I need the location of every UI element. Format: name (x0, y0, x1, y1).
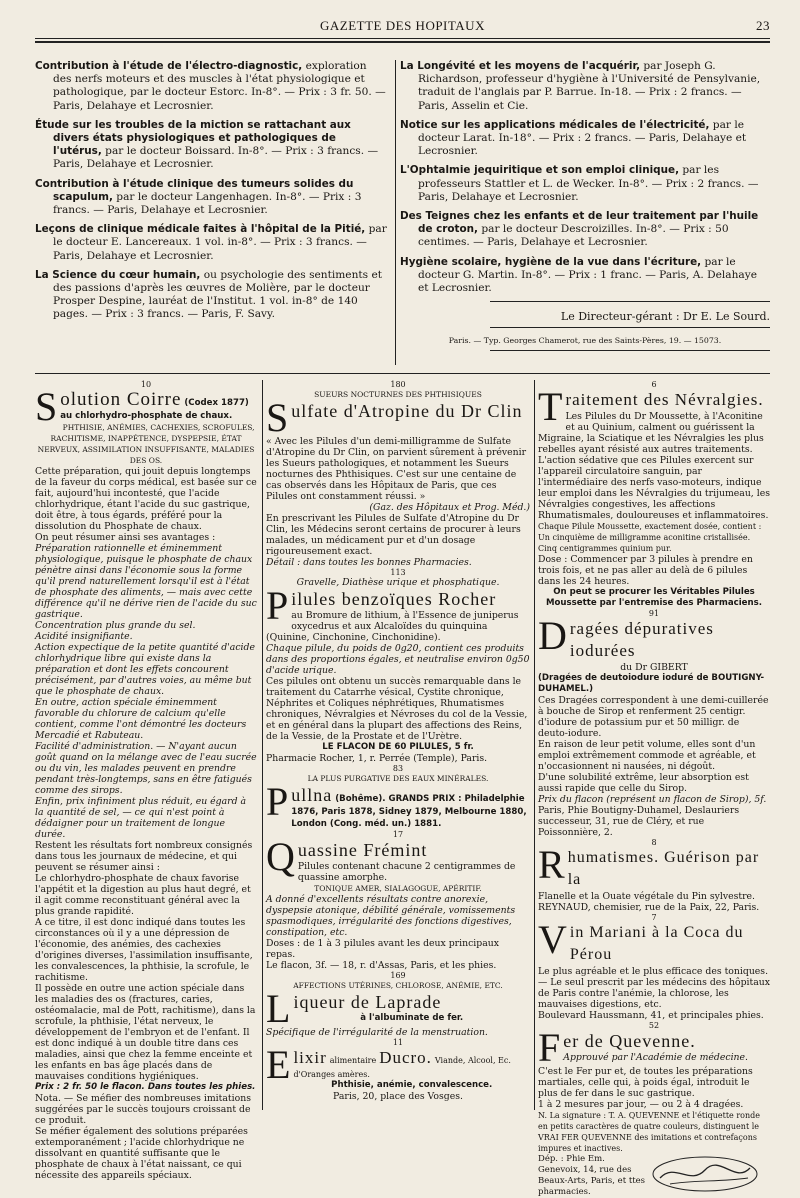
ad-title: olution Coirre (60, 389, 182, 410)
book-entry: Notice sur les applications médicales de l'électricité, par le docteur Larat. In-18°. — Prix : 2 francs. — Paris, Delahaye et Lecrosnier. (400, 118, 747, 158)
book-entry: Leçons de clinique médicale faites à l'hôpital de la Pitié, par le docteur E. Lancereaux. 1 vol. in-8°. — Prix : 3 francs. — Paris, Delahaye et Lecrosnier. (35, 223, 387, 262)
header-rule-thick (35, 41, 770, 43)
ad-dragees-gibert: 91 Dragées dépuratives iodurées du Dr GIBERT (Dragées de deutoiodure ioduré de BOUTIGNY-DUHAMEL.) Ces Dragées correspondent à une demi-cuillerée à bouche de Sirop et renferment 25 centigr. d'iodure de potassium pur et 50 milligr. de deuto-iodure. En raison de leur petit volume, elles sont d'un emploi extrêmement commode et agréable, et n'occasionnent ni nausées, ni dégoût. D'une solubilité extrême, leur absorption est aussi rapide que celle du Sirop. Prix du flacon (représent un flacon de Sirop), 5f. Paris, Phie Boutigny-Duhamel, Deslauriers successeur, 31, rue de Cléry, et rue Poissonnière, 2. (538, 609, 769, 838)
book-list-left (35, 60, 387, 328)
ad-elixir-ducro: 11 Elixir alimentaire Ducro. Viande, Alcool, Ec. d'Oranges amères. Phthisie, anémie, convalescence. Paris, 20, place des Vosges. (266, 1038, 511, 1102)
book-entry: L'Ophtalmie jequiritique et son emploi clinique, par les professeurs Stattler et L. de Wecker. In-8°. — Prix : 2 francs. — Paris, Delahaye et Lecrosnier. (400, 164, 759, 203)
page-header (35, 16, 770, 38)
ad-pilules-rocher: 113 Gravelle, Diathèse urique et phosphatique. Pilules benzoïques Rocher au Bromure de lithium, à l'Essence de juniperus oxycedrus et aux Alcaloïdes du quinquina (Quinine, Cinchonine, Cinchonidine). Chaque pilule, du poids de 0g20, contient ces produits dans des proportions égales, et neutralise environ 0g50 d'acide urique. Ces pilules ont obtenu un succès remarquable dans le traitement du Catarrhe vésical, Cystite chronique, Néphrites et Coliques néphrétiques, Rhumatismes chroniques, Névralgies et Névroses du col de la Vessie, et en général dans la plupart des affections des Reins, de la Vessie, de la Prostate et de l'Urètre. LE FLACON DE 60 PILULES, 5 fr. Pharmacie Rocher, 1, r. Perrée (Temple), Paris. (266, 568, 530, 764)
ad-fer-quevenne: 52 Fer de Quevenne. Approuvé par l'Académie de médecine. C'est le Fer pur et, de toutes les préparations martiales, celle qui, à poids égal, introduit le plus de fer dans le suc gastrique. 1 à 2 mesures par jour, — ou 2 à 4 dragées. N. La signature : T. A. QUEVENNE et l'étiquette ronde en petits caractères de quatre couleurs, distinguent le VRAI FER QUEVENNE des imitations et contrefaçons impures et inactives. Dép. : Phie Em. Genevoix, 14, rue des Beaux-Arts, Paris, et ttes pharmacies. (538, 1021, 760, 1197)
ad-column-middle (266, 380, 530, 1128)
printer-line: Paris. — Typ. Georges Chamerot, rue des Saints-Pères, 19. — 15073. (448, 336, 722, 346)
header-rule (35, 38, 770, 39)
director-signature: Le Directeur-gérant : Dr E. Le Sourd. (560, 310, 770, 324)
ad-atropine: 180 SUEURS NOCTURNES DES PHTHISIQUES Sulfate d'Atropine du Dr Clin « Avec les Pilules d'un demi-milligramme de Sulfate d'Atropine du Dr Clin, on parvient sûrement à prévenir les Sueurs pathologiques, et notamment les Sueurs nocturnes des Phthisiques. C'est sur une centaine de cas observés dans les Hôpitaux de Paris, que ces Pilules ont constamment réussi. » (Gaz. des Hôpitaux et Prog. Méd.) En prescrivant les Pilules de Sulfate d'Atropine du Dr Clin, les Médecins seront certains de procurer à leurs malades, un médicament pur et d'un dosage rigoureusement exact. Détail : dans toutes les bonnes Pharmacies. (266, 380, 530, 568)
ad-nevralgies: 6 Traitement des Névralgies. Les Pilules du Dr Moussette, à l'Aconitine et au Quinium, calment ou guérissent la Migraine, la Sciatique et les Névralgies les plus rebelles ayant résisté aux autres traitements. L'action sédative que ces Pilules exercent sur l'appareil circulatoire sanguin, par l'intermédiaire des nerfs vaso-moteurs, indique leur emploi dans les Névralgies du trijumeau, les Névralgies congestives, les affections Rhumatismales, douloureuses et inflammatoires. Chaque Pilule Moussette, exactement dosée, contient : Un cinquième de milligramme aconitine cristallisée. Cinq centigrammes quinium pur. Dose : Commencer par 3 pilules à prendre en trois fois, et ne pas aller au delà de 6 pilules dans les 24 heures. On peut se procurer les Véritables Pilules Moussette par l'entremise des Pharmaciens. (538, 380, 770, 608)
journal-title: GAZETTE DES HOPITAUX (320, 18, 485, 33)
book-entry: Étude sur les troubles de la miction se rattachant aux divers états physiologiques et pathologiques de l'utérus, par le docteur Boissard. In-8°. — Prix : 3 francs. — Paris, Delahaye et Lecrosnier. (35, 118, 379, 171)
ad-divider (262, 380, 263, 1110)
book-entry: La Longévité et les moyens de l'acquérir, par Joseph G. Richardson, professeur d'hygiène à l'Université de Pensylvanie, traduit de l'anglais par P. Barrue. In-18. — Prix : 2 francs. — Paris, Asselin et Cie. (400, 60, 761, 112)
ad-quassine: 17 Quassine Frémint Pilules contenant chacune 2 centigrammes de quassine amorphe. TONIQUE AMER, SIALAGOGUE, APÉRITIF. A donné d'excellents résultats contre anorexie, dyspepsie atonique, débilité générale, vomissements spasmodiques, irrégularité des fonctions digestives, constipation, etc. Doses : de 1 à 3 pilules avant les deux principaux repas. Le flacon, 3f. — 18, r. d'Assas, Paris, et les phies. (266, 830, 516, 971)
book-entry: Des Teignes chez les enfants et de leur traitement par l'huile de croton, par le docteur Descroizilles. In-8°. — Prix : 50 centimes. — Paris, Delahaye et Lecrosnier. (400, 210, 759, 249)
book-entry: La Science du cœur humain, ou psychologie des sentiments et des passions d'après les œuvres de Molière, par le docteur Prosper Despine, lauréat de l'Institut. 1 vol. in-8° de 140 pages. — Prix : 3 francs. — Paris, F. Savy. (35, 268, 382, 321)
book-entry: Contribution à l'étude de l'électro-diagnostic, exploration des nerfs moteurs et des muscles à l'état physiologique et pathologique, par le docteur Estorc. In-8°. — Prix : 3 fr. 50. — Paris, Delahaye et Lecrosnier. (35, 60, 386, 112)
book-list-right (400, 60, 770, 351)
quevenne-signature-seal (650, 1154, 760, 1194)
book-entry: Contribution à l'étude clinique des tumeurs solides du scapulum, par le docteur Langenhagen. In-8°. — Prix : 3 francs. — Paris, Delahaye et Lecrosnier. (35, 177, 362, 217)
column-divider (395, 60, 396, 365)
ad-laprade: 169 AFFECTIONS UTÉRINES, CHLOROSE, ANÉMIE, ETC. Liqueur de Laprade à l'albuminate de fer. Spécifique de l'irrégularité de la menstruation. (266, 971, 503, 1038)
ads-top-rule (35, 373, 770, 374)
ad-divider (534, 380, 535, 1110)
ad-pullna: 83 LA PLUS PURGATIVE DES EAUX MINÉRALES. Pullna (Bohême). GRANDS PRIX : Philadelphie 1876, Paris 1878, Sidney 1879, Melbourne 1880, London (Cong. méd. un.) 1881. (266, 764, 527, 829)
drop-cap-s: S (35, 384, 58, 429)
ad-rhumatismes: 8 Rhumatismes. Guérison par la Flanelle et la Ouate végétale du Pin sylvestre. REYNAUD, chemisier, rue de la Paix, 22, Paris. (538, 838, 760, 913)
book-entry: Hygiène scolaire, hygiène de la vue dans l'écriture, par le docteur G. Martin. In-8°. — Prix : 1 franc. — Paris, A. Delahaye et Lecrosnier. (400, 255, 757, 295)
ad-solution-coirre: 10 Solution Coirre (Codex 1877) au chlorhydro-phosphate de chaux. PHTHISIE, ANÉMIES, CACHEXIES, SCROFULES, RACHITISME, INAPPÉTENCE, DYSPEPSIE, ÉTAT NERVEUX, ASSIMILATION INSUFFISANTE, MALADIES DES OS. Cette préparation, qui jouit depuis longtemps de la faveur du corps médical, est basée sur ce fait, aujourd'hui incontesté, que l'acide chlorhydrique, étant l'acide du suc gastrique, doit être, à tous égards, préféré pour la dissolution du Phosphate de chaux. On peut résumer ainsi ses avantages : Préparation rationnelle et éminemment physiologique, puisque le phosphate de chaux pénètre ainsi dans l'économie sous la forme qu'il prend naturellement lorsqu'il est à l'état de phosphate des aliments, — mais avec cette différence qu'il ne dérive rien de l'acide du suc gastrique. Concentration plus grande du sel. Acidité insignifiante. Action expectique de la petite quantité d'acide chlorhydrique libre qui existe dans la préparation et dont les effets concourent précisément, par d'autres voies, au même but que le phosphate de chaux. En outre, action spéciale éminemment favorable du chlorure de calcium qu'elle contient, comme l'ont démontré les docteurs Mercadié et Rabuteau. Facilité d'administration. — N'ayant aucun goût quand on la mélange avec de l'eau sucrée ou du vin, les malades peuvent en prendre pendant très-longtemps, sans en être fatigués comme des sirops. Enfin, prix infiniment plus réduit, eu égard à la quantité de sel, — ce qui n'est point à dédaigner pour un traitement de longue durée. Restent les résultats fort nombreux consignés dans tous les journaux de médecine, et qui peuvent se résumer ainsi : Le chlorhydro-phosphate de chaux favorise l'appétit et la digestion au plus haut degré, et il agit comme reconstituant général avec la plus grande rapidité. A ce titre, il est donc indiqué dans toutes les circonstances où il y a une dépression de l'économie, des anémies, des cachexies d'origines diverses, l'assimilation insuffisante, les convalescences, la phthisie, la scrofule, le rachitisme. Il possède en outre une action spéciale dans les maladies des os (fractures, caries, ostéomalacie, mal de Pott, rachitisme), dans la scrofule, la phthisie, l'état nerveux, le développement de l'embryon et de l'enfant. Il est donc indiqué à un double titre dans ces maladies, ainsi que chez la femme enceinte et les enfants en bas âge placés dans de mauvaises conditions hygiéniques. Prix : 2 fr. 50 le flacon. Dans toutes les phies. Nota. — Se méfier des nombreuses imitations suggérées par le succès toujours croissant de ce produit. Se méfier également des solutions préparées extemporanément ; l'acide chlorhydrique ne dissolvant en quantité suffisante que le phosphate de chaux à l'état naissant, ce qui nécessite des appareils spéciaux. (35, 380, 257, 1181)
page-number: 23 (756, 18, 770, 33)
ad-column-right (538, 380, 771, 1197)
ad-vin-mariani: 7 Vin Mariani à la Coca du Pérou Le plus agréable et le plus efficace des toniques. — Le seul prescrit par les médecins des hôpitaux de Paris contre l'anémie, la chlorose, les mauvaises digestions, etc. Boulevard Haussmann, 41, et principales phies. (538, 913, 771, 1021)
